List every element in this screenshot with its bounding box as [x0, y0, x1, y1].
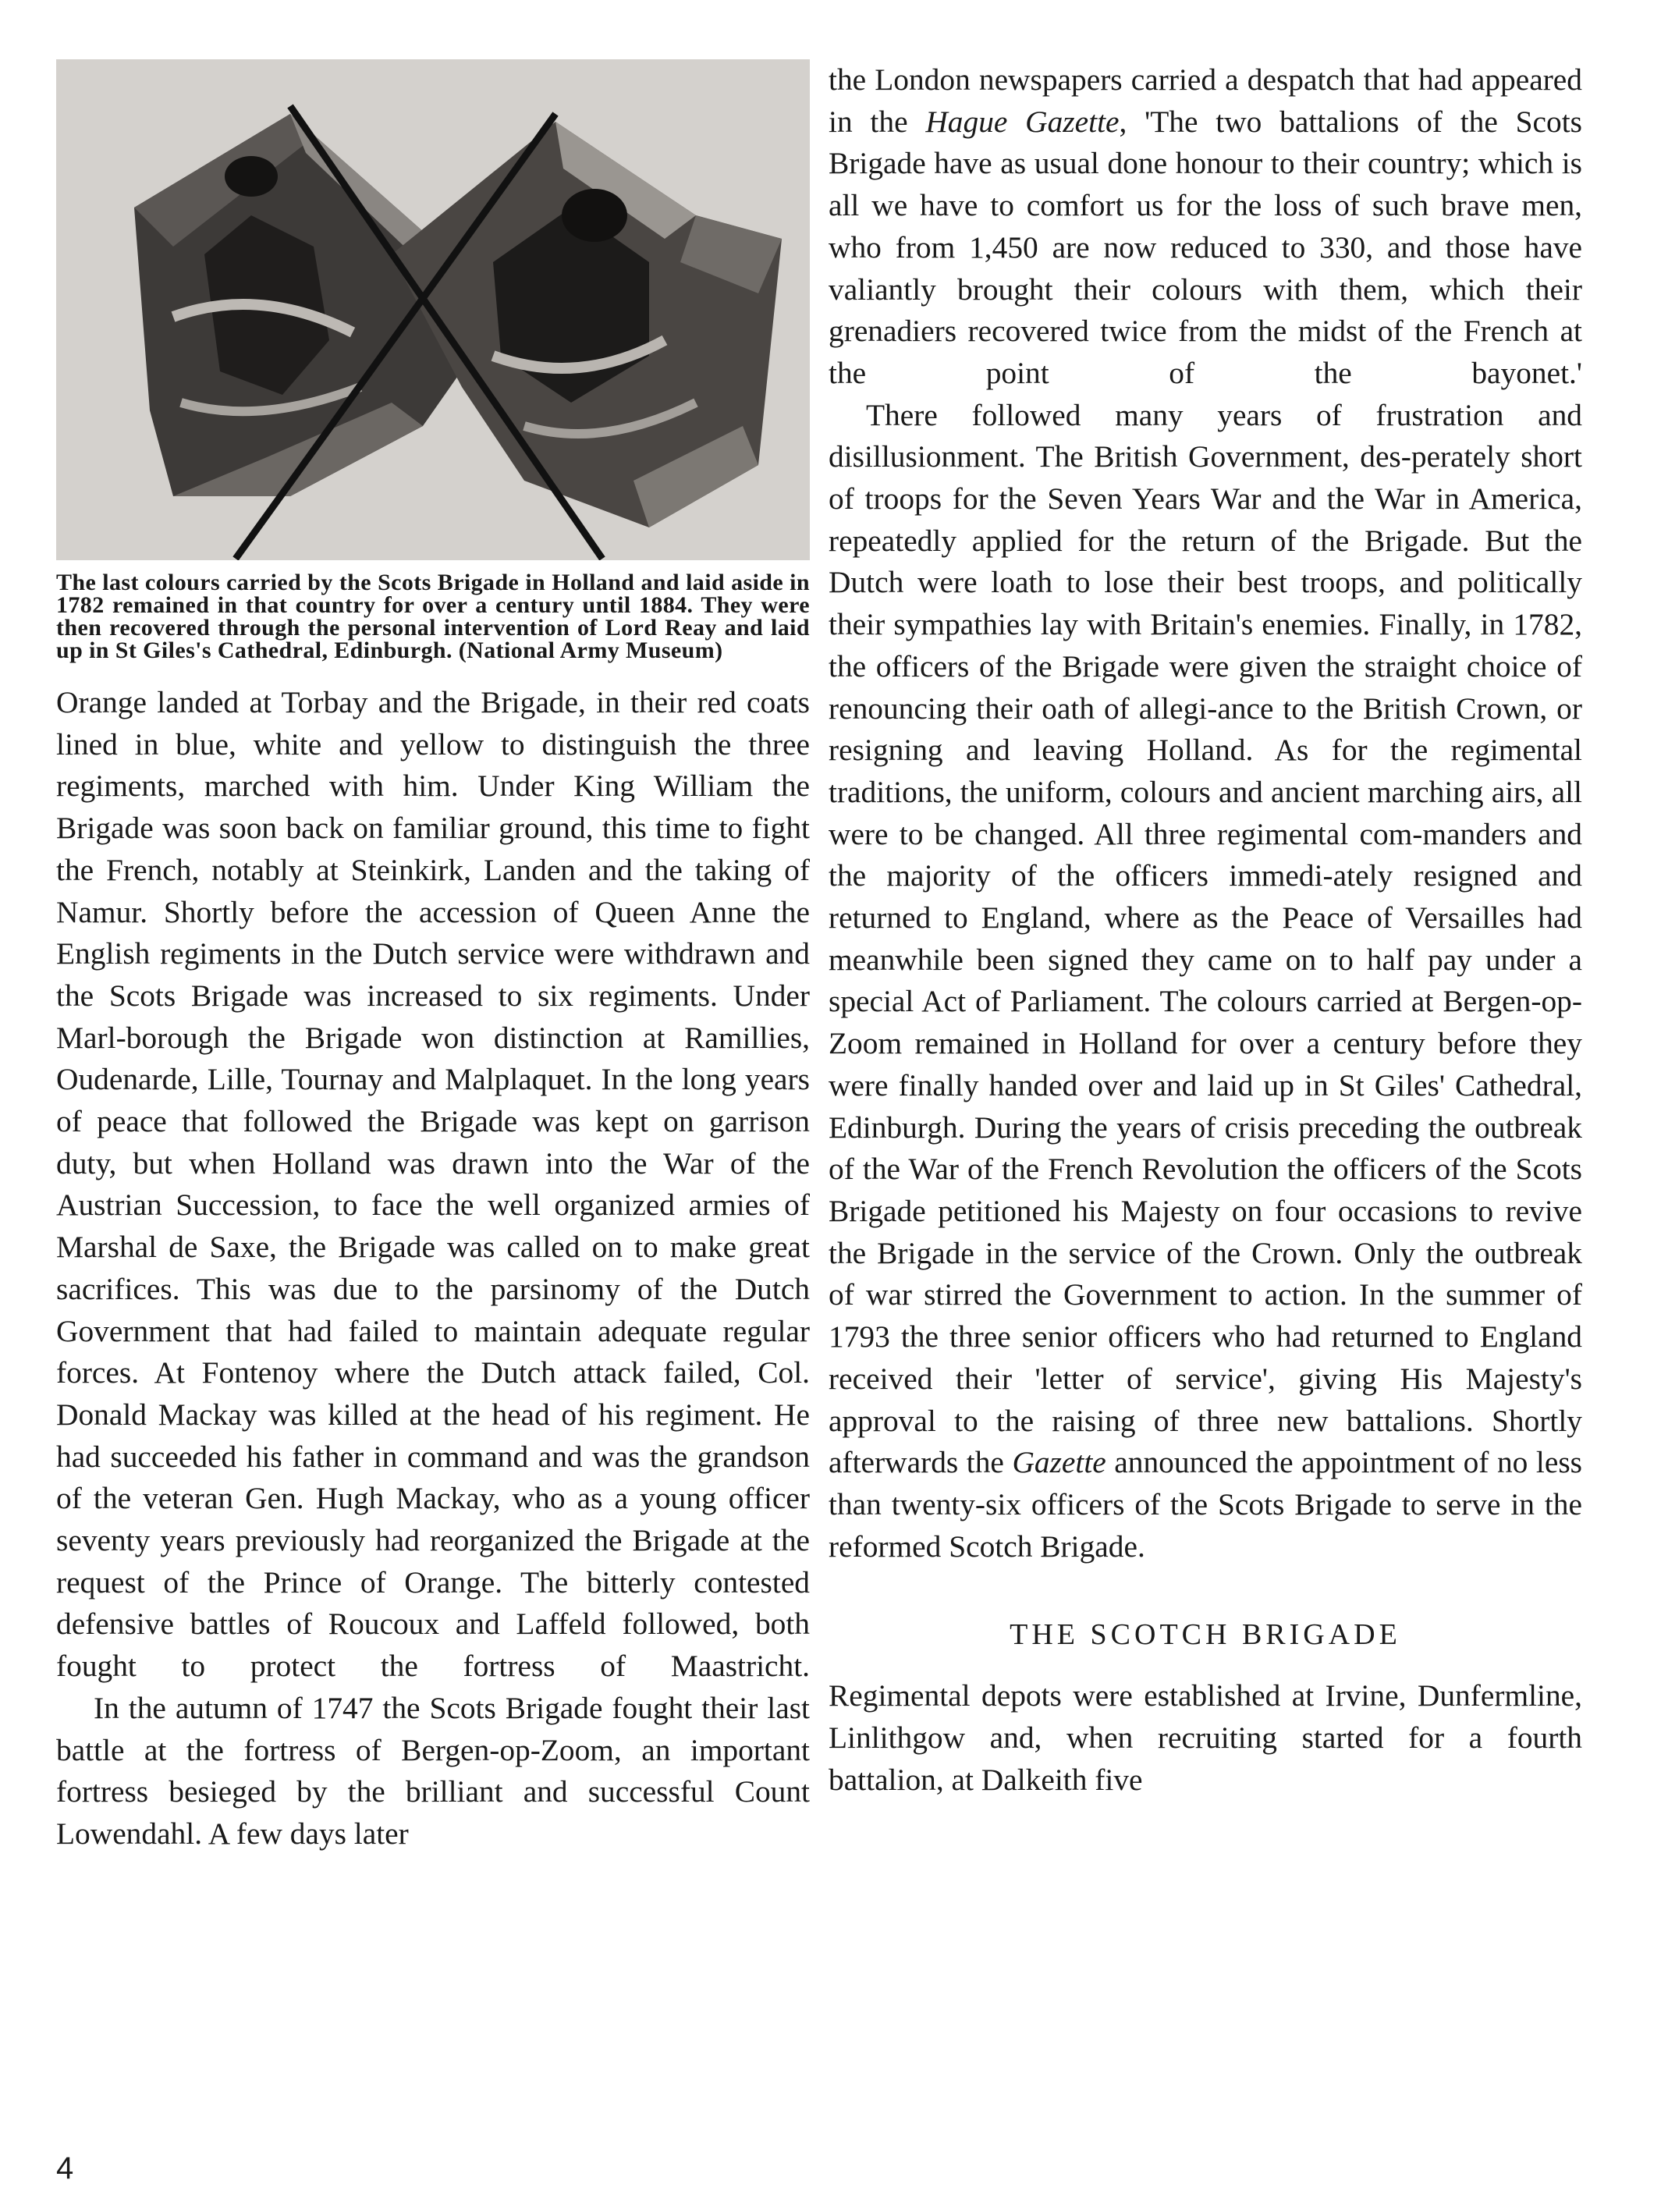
publication-title: Gazette: [1012, 1445, 1106, 1480]
section-heading: THE SCOTCH BRIGADE: [1010, 1618, 1401, 1652]
paragraph: Regimental depots were established at Irvine, Dunfermline, Linlithgow and, when recruiting started for a fourth battalion, at Dalkeith five: [829, 1678, 1582, 1797]
paragraph-text: announced the appointment of no less than twenty-six officers of the Scots Brigade to serve in the reformed Scotch Brigade.: [829, 1445, 1582, 1564]
right-body-text-continued: [829, 1675, 1582, 1801]
paragraph: In the autumn of 1747 the Scots Brigade fought their last battle at the fortress of Bergen-op-Zoom, an important fortress besieged by the brilliant and successful Count Lowendahl. A few days later: [56, 1690, 810, 1851]
publication-title: Hague Gazette: [925, 104, 1120, 139]
right-column: [829, 59, 1582, 1801]
left-body-text: [56, 682, 810, 1855]
colours-photograph: [56, 59, 810, 560]
paragraph: Orange landed at Torbay and the Brigade, in their red coats lined in blue, white and yellow to distinguish the three regiments, marched with him. Under King William the Brigade was soon back on familiar ground, this time to fight the French, notably at Steinkirk, Landen and the taking of Namur. Shortly before the accession of Queen Anne the English regiments in the Dutch service were withdrawn and the Scots Brigade was increased to six regiments. Under Marl-borough the Brigade won distinction at Ramillies, Oudenarde, Lille, Tournay and Malplaquet. In the long years of peace that followed the Brigade was kept on garrison duty, but when Holland was drawn into the War of the Austrian Succession, to face the well organized armies of Marshal de Saxe, the Brigade was called on to make great sacrifices. This was due to the parsinomy of the Dutch Government that had failed to maintain adequate regular forces. At Fontenoy where the Dutch attack failed, Col. Donald Mackay was killed at the head of his regiment. He had succeeded his father in command and was the grandson of the veteran Gen. Hugh Mackay, who as a young officer seventy years previously had reorganized the Brigade at the request of the Prince of Orange. The bitterly contested defensive battles of Roucoux and Laffeld followed, both fought to protect the fortress of Maastricht.: [56, 685, 810, 1684]
paragraph-text: the London newspapers carried a despatch that had appeared in the: [829, 62, 1582, 139]
paragraph-text: There followed many years of frustration and disillusionment. The British Government, des-perately short of troops for the Seven Years War and the War in America, repeatedly applied for the return of the Brigade. But the Dutch were loath to lose their best troops, and politically their sympathies lay with Britain's enemies. Finally, in 1782, the officers of the Brigade were given the straight choice of renouncing their oath of allegi-ance to the British Crown, or resigning and leaving Holland. As for the regimental traditions, the uniform, colours and ancient marching airs, all were to be changed. All three regimental com-manders and the majority of the officers immedi-ately resigned and returned to England, where as the Peace of Versailles had meanwhile been signed they came on to half pay under a special Act of Parliament. The colours carried at Bergen-op-Zoom remained in Holland for over a century before they were finally handed over and laid up in St Giles' Cathedral, Edinburgh. During the years of crisis preceding the outbreak of the War of the French Revolution the officers of the Scots Brigade petitioned his Majesty on four occasions to revive the Brigade in the service of the Crown. Only the outbreak of war stirred the Government to action. In the summer of 1793 the three senior officers who had returned to England received their 'letter of service', giving His Majesty's approval to the raising of three new battalions. Shortly afterwards the: [829, 397, 1582, 1480]
left-column: [56, 59, 810, 1855]
right-body-text: [829, 59, 1582, 1568]
page-number: 4: [56, 2151, 74, 2185]
figure-caption: The last colours carried by the Scots Brigade in Holland and laid aside in 1782 remained in that country for over a century until 1884. They were then recovered through the personal intervention of Lord Reay and laid up in St Giles's Cathedral, Edinburgh. (National Army Museum): [56, 570, 810, 663]
paragraph: [829, 59, 1582, 395]
paragraph: [829, 395, 1582, 1568]
paragraph-text: , 'The two battalions of the Scots Brigade have as usual done honour to their country; which is all we have to comfort us for the loss of such brave men, who from 1,450 are now reduced to 330, and those have valiantly brought their colours with them, which their grenadiers recovered twice from the midst of the French at the point of the bayonet.': [829, 104, 1582, 390]
crossed-flags-image: [56, 59, 810, 560]
